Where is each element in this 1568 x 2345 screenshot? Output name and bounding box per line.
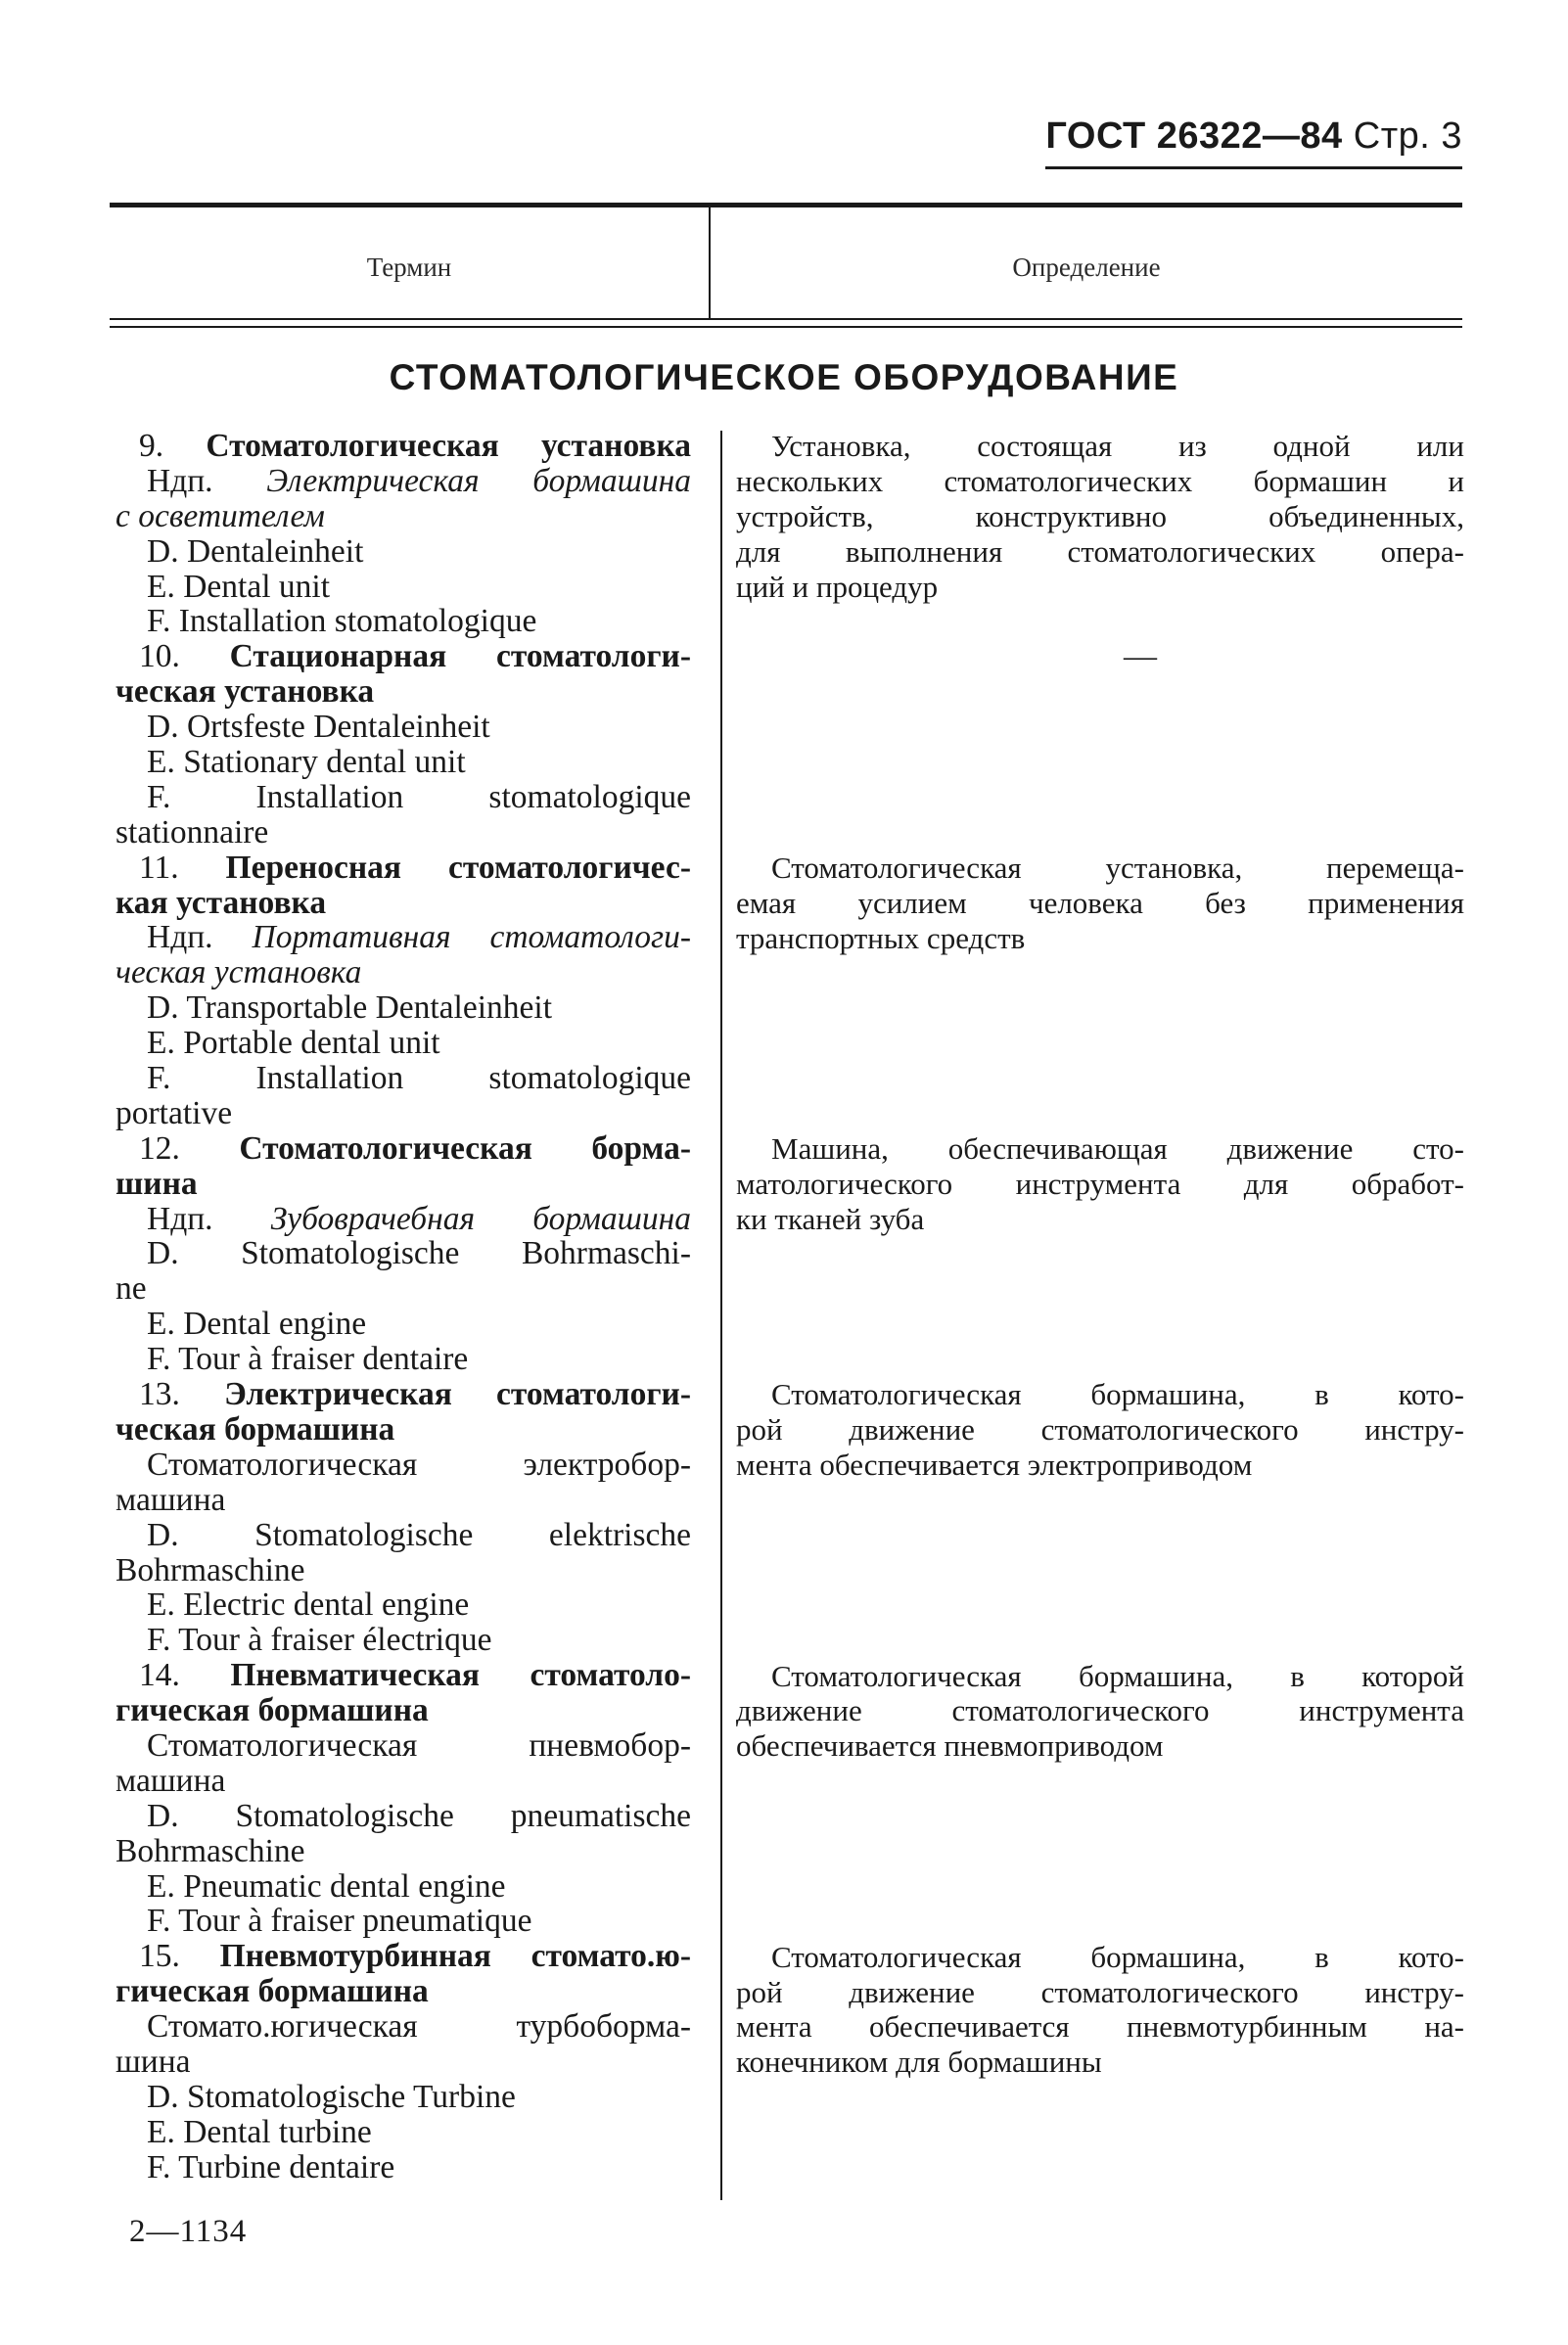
term-text: ne (115, 1270, 147, 1308)
term-text: Bohrmaschine (115, 1551, 305, 1588)
term-text: машина (115, 1762, 226, 1799)
term-text: D. Ortsfeste Dentaleinheit (147, 709, 490, 746)
term-line (115, 1799, 691, 1834)
term-line (115, 464, 691, 499)
header-double-rule-bottom (110, 326, 1462, 328)
term-line (115, 710, 691, 745)
term-text: D. Stomatologische pneumatische (147, 1797, 691, 1834)
term-line (115, 1202, 691, 1237)
term-line (115, 1518, 691, 1553)
term-entry-13 (115, 1377, 691, 1658)
term-line (115, 2080, 691, 2115)
footer-sheet-code: 2—1134 (129, 2214, 248, 2249)
header-double-rule-top (110, 318, 1462, 320)
term-line (115, 1904, 691, 1939)
definition-block (736, 1940, 1464, 2081)
term-text: E. Dental turbine (147, 2113, 372, 2150)
standard-number: ГОСТ 26322—84 (1045, 115, 1343, 157)
definition-line: рой движение стоматологического инстру- (736, 1412, 1464, 1448)
definition-line: матологического инструмента для обработ- (736, 1166, 1464, 1201)
definition-line: ки тканей зуба (736, 1201, 925, 1236)
term-line (115, 1728, 691, 1764)
term-text: Стоматологическая пневмобор- (147, 1726, 691, 1764)
term-name: Пневмотурбинная стомато.ю- (219, 1938, 691, 1975)
term-line (115, 1834, 691, 1869)
definition-line: обеспечивается пневмоприводом (736, 1728, 1164, 1764)
term-text: 9. (139, 428, 207, 464)
definition-line: мента обеспечивается электроприводом (736, 1448, 1253, 1483)
term-line (115, 955, 691, 990)
term-text: D. Transportable Dentaleinheit (147, 989, 553, 1027)
deprecated-term: с осветителем (115, 497, 325, 534)
term-title-line (115, 1377, 691, 1412)
term-title-line (115, 1939, 691, 1974)
term-line (115, 990, 691, 1026)
term-name: шина (115, 1165, 198, 1202)
deprecated-term: Портативная стоматологи- (252, 919, 691, 956)
deprecated-term: Зубоврачебная бормашина (270, 1200, 692, 1237)
term-line (115, 499, 691, 534)
term-text: шина (115, 2043, 191, 2080)
term-name: Пневматическая стоматоло- (230, 1657, 691, 1694)
column-header-definition: Определение (1012, 253, 1161, 282)
term-line (115, 1553, 691, 1588)
term-text: 13. (139, 1376, 225, 1413)
term-line (115, 2045, 691, 2080)
term-name: кая установка (115, 884, 327, 921)
term-text: F. Turbine dentaire (147, 2148, 395, 2185)
term-name: ческая бормашина (115, 1410, 395, 1448)
term-line (115, 1693, 691, 1728)
column-divider-body (720, 431, 722, 2200)
term-text: E. Electric dental engine (147, 1586, 470, 1624)
term-line (115, 534, 691, 570)
definition-line: нескольких стоматологических бормашин и (736, 463, 1464, 498)
term-entry-11 (115, 851, 691, 1131)
definition-block (736, 1377, 1464, 1483)
term-line (115, 920, 691, 955)
term-10-definition-dash: — (1124, 638, 1157, 674)
term-line (115, 1167, 691, 1202)
term-line (115, 674, 691, 710)
definition-line: конечником для бормашины (736, 2045, 1102, 2080)
term-text: E. Pneumatic dental engine (147, 1867, 506, 1905)
term-line (115, 1342, 691, 1377)
term-line (115, 2009, 691, 2045)
term-text: Стомато.югическая турбоборма- (147, 2008, 691, 2046)
definition-line: Стоматологическая бормашина, в кото- (771, 1939, 1464, 1974)
term-text: Стоматологическая электробор- (147, 1446, 691, 1483)
definition-line: мента обеспечивается пневмотурбинным на- (736, 2009, 1464, 2045)
term-text: portative (115, 1094, 233, 1131)
term-line (115, 1623, 691, 1658)
term-entry-15 (115, 1939, 691, 2184)
terms-column (115, 429, 691, 2185)
table-top-rule (110, 203, 1462, 207)
term-line (115, 1869, 691, 1905)
definition-line: ций и процедур (736, 569, 939, 604)
term-line (115, 1764, 691, 1799)
term-entry-10 (115, 639, 691, 850)
term-text: F. Tour à fraiser pneumatique (147, 1903, 532, 1940)
term-text: Ндп. (147, 1200, 271, 1237)
term-name: Стоматологическая борма- (239, 1129, 691, 1167)
term-text: E. Stationary dental unit (147, 744, 466, 781)
definition-line: рой движение стоматологического инстру- (736, 1974, 1464, 2009)
column-header-term: Термин (366, 253, 452, 282)
term-text: машина (115, 1481, 226, 1518)
definition-line: емая усилием человека без применения (736, 885, 1464, 920)
definition-line: Стоматологическая бормашина, в которой (771, 1658, 1464, 1693)
term-line (115, 2115, 691, 2150)
term-text: 14. (139, 1657, 231, 1694)
term-entry-12 (115, 1131, 691, 1377)
term-line (115, 1061, 691, 1096)
deprecated-term: ческая установка (115, 954, 362, 991)
definition-line: Стоматологическая установка, перемеща- (771, 850, 1464, 885)
term-text: F. Installation stomatologique (147, 1060, 691, 1097)
term-line (115, 1307, 691, 1342)
term-text: 12. (139, 1129, 240, 1167)
term-line (115, 1026, 691, 1061)
definition-line: устройств, конструктивно объединенных, (736, 498, 1464, 533)
term-text: D. Dentaleinheit (147, 532, 364, 570)
definition-line: для выполнения стоматологических опера- (736, 533, 1464, 569)
term-title-line (115, 1131, 691, 1167)
term-line (115, 1412, 691, 1448)
term-line (115, 815, 691, 851)
term-text: E. Portable dental unit (147, 1025, 440, 1062)
header-rule (1045, 166, 1462, 169)
term-text: F. Tour à fraiser électrique (147, 1622, 492, 1659)
term-line (115, 1587, 691, 1623)
deprecated-term: Электрическая бормашина (266, 462, 692, 499)
term-text: F. Installation stomatologique (147, 778, 691, 815)
term-text: D. Stomatologische Bohrmaschi- (147, 1235, 691, 1272)
term-line (115, 1974, 691, 2009)
definition-line: Машина, обеспечивающая движение сто- (771, 1131, 1464, 1166)
term-text: E. Dental unit (147, 568, 330, 605)
term-text: D. Stomatologische Turbine (147, 2078, 516, 2115)
term-title-line (115, 1658, 691, 1693)
term-text: F. Tour à fraiser dentaire (147, 1341, 469, 1378)
term-text: 10. (139, 638, 230, 675)
term-line (115, 1271, 691, 1307)
term-text: E. Dental engine (147, 1306, 367, 1343)
section-title: СТОМАТОЛОГИЧЕСКОЕ ОБОРУДОВАНИЕ (389, 357, 1179, 397)
term-text: Bohrmaschine (115, 1832, 305, 1869)
term-line (115, 1448, 691, 1483)
term-line (115, 570, 691, 605)
term-line (115, 780, 691, 815)
term-line (115, 1483, 691, 1518)
term-title-line (115, 639, 691, 674)
definition-line: транспортных средств (736, 920, 1026, 955)
term-name: Электрическая стоматологи- (224, 1376, 691, 1413)
definition-line: Установка, состоящая из одной или (771, 429, 1464, 463)
term-text: F. Installation stomatologique (147, 603, 537, 640)
definition-block (736, 1131, 1464, 1237)
term-name: Стационарная стоматологи- (229, 638, 691, 675)
term-line (115, 745, 691, 780)
term-text: D. Stomatologische elektrische (147, 1516, 691, 1553)
term-text: Ндп. (147, 919, 253, 956)
term-name: Стоматологическая установка (206, 428, 691, 464)
term-line (115, 604, 691, 639)
term-name: гическая бормашина (115, 1973, 429, 2010)
term-name: ческая установка (115, 673, 375, 711)
definition-block (736, 851, 1464, 956)
term-entry-9 (115, 429, 691, 639)
term-title-line (115, 851, 691, 886)
page-header (1045, 115, 1462, 158)
page-number: Стр. 3 (1353, 115, 1462, 157)
term-text: Ндп. (147, 462, 267, 499)
term-name: Переносная стоматологичес- (225, 849, 691, 886)
term-title-line (115, 429, 691, 464)
term-line (115, 1096, 691, 1131)
definition-line: Стоматологическая бормашина, в кото- (771, 1377, 1464, 1412)
term-text: 15. (139, 1938, 220, 1975)
term-entry-14 (115, 1658, 691, 1939)
definition-block (736, 1659, 1464, 1765)
term-text: 11. (139, 849, 226, 886)
term-line (115, 1236, 691, 1271)
definition-block (736, 429, 1464, 604)
definition-line: движение стоматологического инструмента (736, 1693, 1464, 1728)
term-text: stationnaire (115, 813, 269, 851)
term-line (115, 886, 691, 921)
term-line (115, 2150, 691, 2185)
term-name: гическая бормашина (115, 1692, 429, 1729)
